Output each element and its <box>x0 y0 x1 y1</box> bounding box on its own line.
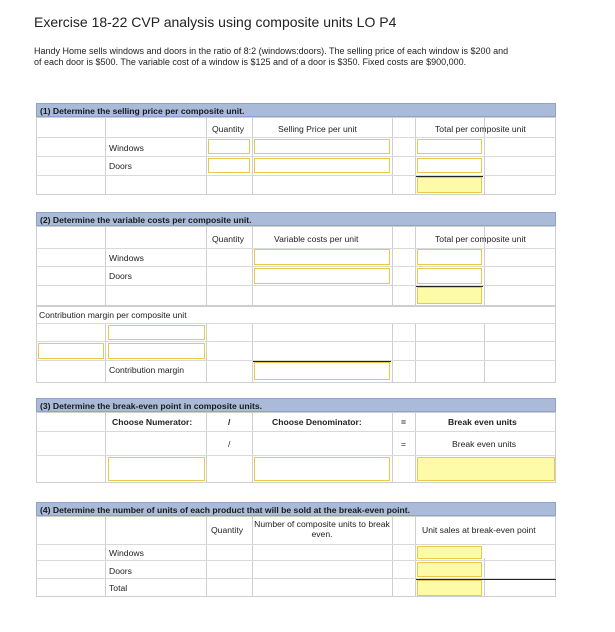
part1-col-quantity: Quantity <box>212 124 245 134</box>
cm-cost-label-input[interactable] <box>108 343 205 359</box>
part1-doors-quantity-input[interactable] <box>208 158 250 173</box>
part4-col-quantity: Quantity <box>211 525 244 535</box>
part3-header: (3) Determine the break-even point in composite units. <box>36 398 556 412</box>
part3-denominator-label: Choose Denominator: <box>272 417 362 427</box>
part1-doors-total-input[interactable] <box>417 158 482 173</box>
part2-col-quantity: Quantity <box>212 234 245 244</box>
problem-text: Handy Home sells windows and doors in the ratio of 8:2 (windows:doors). The selling price of each window is $200 and of each door is $500. The variable cost of a window is $125 and of a door is $350. Fixed costs are $900,000. <box>34 46 509 67</box>
part3-equals-2: = <box>401 439 407 449</box>
part2-col-cost: Variable costs per unit <box>274 234 359 244</box>
part1-header: (1) Determine the selling price per composite unit. <box>36 103 556 117</box>
part2-windows-total-input[interactable] <box>417 249 482 265</box>
part4-row-windows: Windows <box>109 548 144 558</box>
part1-doors-price-input[interactable] <box>254 158 390 173</box>
part1-col-price: Selling Price per unit <box>278 124 357 134</box>
part1-row-windows: Windows <box>109 143 144 153</box>
part3-result-bold: Break even units <box>448 417 517 427</box>
part4-doors-sales-input[interactable] <box>417 562 482 577</box>
part3-numerator-label: Choose Numerator: <box>112 417 193 427</box>
part3-equals-1: = <box>401 417 407 427</box>
part3-result: Break even units <box>452 439 517 449</box>
cm-title: Contribution margin per composite unit <box>39 310 187 320</box>
cm-value-input[interactable] <box>254 362 390 380</box>
cm-label: Contribution margin <box>109 365 184 375</box>
part1-windows-price-input[interactable] <box>254 139 390 154</box>
page-title: Exercise 18-22 CVP analysis using composite units LO P4 <box>34 14 397 30</box>
part2-doors-cost-input[interactable] <box>254 268 390 284</box>
part4-windows-sales-input[interactable] <box>417 546 482 559</box>
part1-windows-quantity-input[interactable] <box>208 139 250 154</box>
part2-windows-cost-input[interactable] <box>254 249 390 265</box>
part3-breakeven-input[interactable] <box>417 457 555 481</box>
part1-row-doors: Doors <box>109 161 132 171</box>
part4-total-sales-input[interactable] <box>417 580 482 596</box>
part2-col-total: Total per composite unit <box>435 234 526 244</box>
part3-numerator-input[interactable] <box>108 457 205 481</box>
part4-col-sales: Unit sales at break-even point <box>422 525 536 535</box>
part3-denominator-input[interactable] <box>254 457 390 481</box>
cm-left-input[interactable] <box>38 343 104 359</box>
part2-composite-total-input[interactable] <box>417 287 482 304</box>
part3-slash-2: / <box>228 439 231 449</box>
part1-windows-total-input[interactable] <box>417 139 482 154</box>
part4-row-total: Total <box>109 583 128 593</box>
part3-slash-1: / <box>228 417 231 427</box>
part1-composite-total-input[interactable] <box>417 177 482 193</box>
part2-doors-total-input[interactable] <box>417 268 482 284</box>
part2-row-doors: Doors <box>109 271 132 281</box>
part4-header: (4) Determine the number of units of each product that will be sold at the break-even point. <box>36 502 556 516</box>
part4-row-doors: Doors <box>109 566 132 576</box>
part4-col-composite: Number of composite units to break even. <box>254 519 390 539</box>
part2-row-windows: Windows <box>109 253 144 263</box>
cm-revenue-label-input[interactable] <box>108 325 205 340</box>
part2-header: (2) Determine the variable costs per composite unit. <box>36 212 556 226</box>
part1-col-total: Total per composite unit <box>435 124 526 134</box>
